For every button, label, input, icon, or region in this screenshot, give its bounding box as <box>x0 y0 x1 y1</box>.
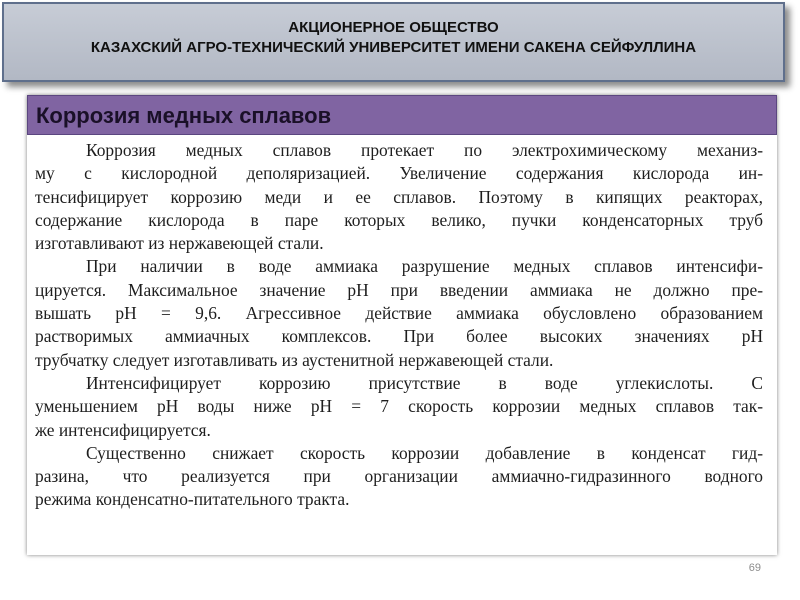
slide-content-image <box>27 95 777 555</box>
text-line: цируется. Максимальное значение pH при введении аммиака не должно пре- <box>35 279 763 300</box>
title-bar <box>27 95 777 135</box>
text-line: растворимых аммиачных комплексов. При более высоких значениях pH <box>35 326 763 347</box>
text-line: трубчатку следует изготавливать из аустенитной нержавеющей стали. <box>35 349 554 370</box>
header-line-1: АКЦИОНЕРНОЕ ОБЩЕСТВО <box>288 19 499 36</box>
body-text <box>35 139 763 512</box>
text-line: же интенсифицируется. <box>35 419 211 440</box>
text-line: Существенно снижает скорость коррозии добавление в конденсат гид- <box>86 442 763 463</box>
text-line: изготавливают из нержавеющей стали. <box>35 233 324 254</box>
text-line: тенсифицирует коррозию меди и ее сплавов. Поэтому в кипящих реакторах, <box>35 186 763 207</box>
text-line: режима конденсатно-питательного тракта. <box>35 489 350 510</box>
text-line: Коррозия медных сплавов протекает по электрохимическому механиз- <box>86 140 763 160</box>
text-line: му с кислородной деполяризацией. Увеличение содержания кислорода ин- <box>35 163 763 184</box>
text-line: вышать pH = 9,6. Агрессивное действие аммиака обусловлено образованием <box>35 303 763 324</box>
page-number: 69 <box>748 562 761 574</box>
text-line: содержание кислорода в паре которых велико, пучки конденсаторных труб <box>35 209 763 230</box>
slide-title: Коррозия медных сплавов <box>36 103 332 128</box>
header-banner <box>2 2 785 82</box>
text-line: уменьшением pH воды ниже pH = 7 скорость коррозии медных сплавов так- <box>35 396 763 417</box>
text-line: разина, что реализуется при организации аммиачно-гидразинного водного <box>35 466 763 487</box>
header-line-2: КАЗАХСКИЙ АГРО-ТЕХНИЧЕСКИЙ УНИВЕРСИТЕТ ИМЕНИ САКЕНА СЕЙФУЛЛИНА <box>90 39 697 56</box>
text-line: При наличии в воде аммиака разрушение медных сплавов интенсифи- <box>86 256 763 277</box>
text-line: Интенсифицирует коррозию присутствие в воде углекислоты. С <box>86 372 763 393</box>
